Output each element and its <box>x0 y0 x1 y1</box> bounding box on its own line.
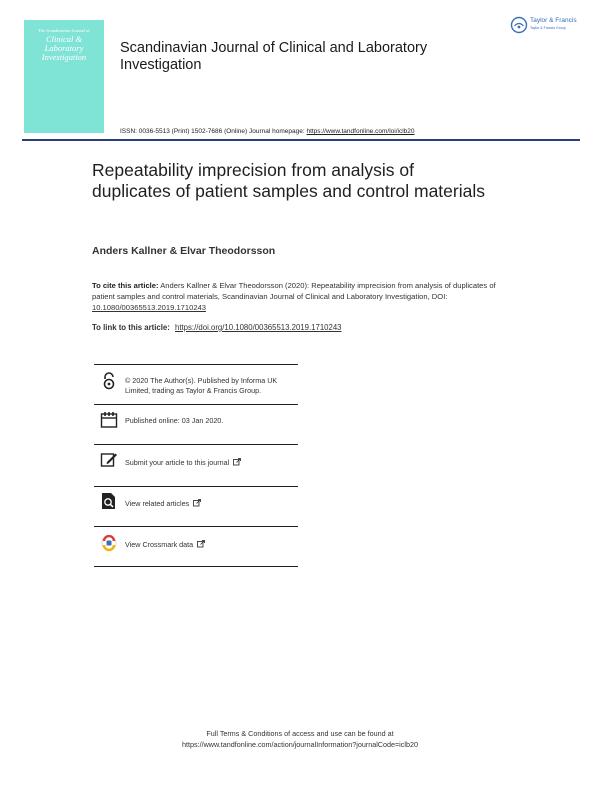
link-label: To link to this article: <box>92 323 170 332</box>
submit-article-row[interactable] <box>125 458 300 468</box>
cover-title-line2: Investigation <box>41 52 87 62</box>
related-articles-row[interactable] <box>125 499 300 509</box>
crossmark-link[interactable]: View Crossmark data <box>125 540 194 549</box>
article-link-line <box>92 323 342 332</box>
cover-title-line1: Clinical & Laboratory <box>44 34 84 53</box>
cover-title <box>26 35 102 62</box>
edit-pencil-icon <box>100 451 118 469</box>
external-link-icon <box>193 499 201 507</box>
info-divider <box>94 404 298 405</box>
issn-text: ISSN: 0036-5513 (Print) 1502-7686 (Online) Journal homepage: <box>120 128 305 135</box>
footer-journal-info-link[interactable]: https://www.tandfonline.com/action/journalInformation?journalCode=iclb20 <box>182 740 418 749</box>
license-text: © 2020 The Author(s). Published by Informa UK Limited, trading as Taylor & Francis Group. <box>125 376 278 395</box>
cite-label: To cite this article: <box>92 281 159 290</box>
publisher-logo[interactable] <box>510 15 590 37</box>
journal-title: Scandinavian Journal of Clinical and Laboratory Investigation <box>120 40 428 73</box>
article-title: Repeatability imprecision from analysis of duplicates of patient samples and control materials <box>92 160 485 201</box>
external-link-icon <box>197 540 205 548</box>
footer <box>0 728 600 750</box>
external-link-icon <box>233 458 241 466</box>
crossmark-icon <box>100 535 118 553</box>
article-authors: Anders Kallner & Elvar Theodorsson <box>92 245 276 257</box>
info-divider-bottom <box>94 566 298 567</box>
info-divider <box>94 526 298 527</box>
journal-homepage-link[interactable]: https://www.tandfonline.com/loi/iclb20 <box>306 128 415 135</box>
cover-small-text: The Scandinavian Journal of <box>38 28 90 33</box>
calendar-icon <box>100 411 118 429</box>
published-online-text: Published online: 03 Jan 2020. <box>125 416 224 425</box>
search-document-icon <box>100 492 118 510</box>
doi-short-link[interactable]: 10.1080/00365513.2019.1710243 <box>92 303 207 312</box>
issn-line <box>120 128 414 135</box>
cite-text: Anders Kallner & Elvar Theodorsson (2020): Repeatability imprecision from analysis of duplicates of patient samples and control materials, Scandinavian Journal of Clinical and Laboratory Investigation, DOI: <box>92 281 496 301</box>
crossmark-row[interactable] <box>125 540 300 550</box>
publisher-tagline: Taylor & Francis Group <box>530 26 566 30</box>
publisher-name: Taylor & Francis <box>530 17 577 24</box>
footer-terms-text: Full Terms & Conditions of access and use can be found at <box>206 729 394 738</box>
header-rule <box>22 139 580 141</box>
submit-article-link[interactable]: Submit your article to this journal <box>125 458 230 467</box>
tf-logo-icon <box>510 16 528 34</box>
related-articles-link[interactable]: View related articles <box>125 499 190 508</box>
info-divider <box>94 486 298 487</box>
citation-block <box>92 280 512 313</box>
doi-url-link[interactable]: https://doi.org/10.1080/00365513.2019.1710243 <box>175 323 342 332</box>
journal-cover <box>24 20 104 133</box>
info-divider <box>94 444 298 445</box>
info-divider-top <box>94 364 298 365</box>
open-access-lock-icon <box>100 372 118 390</box>
